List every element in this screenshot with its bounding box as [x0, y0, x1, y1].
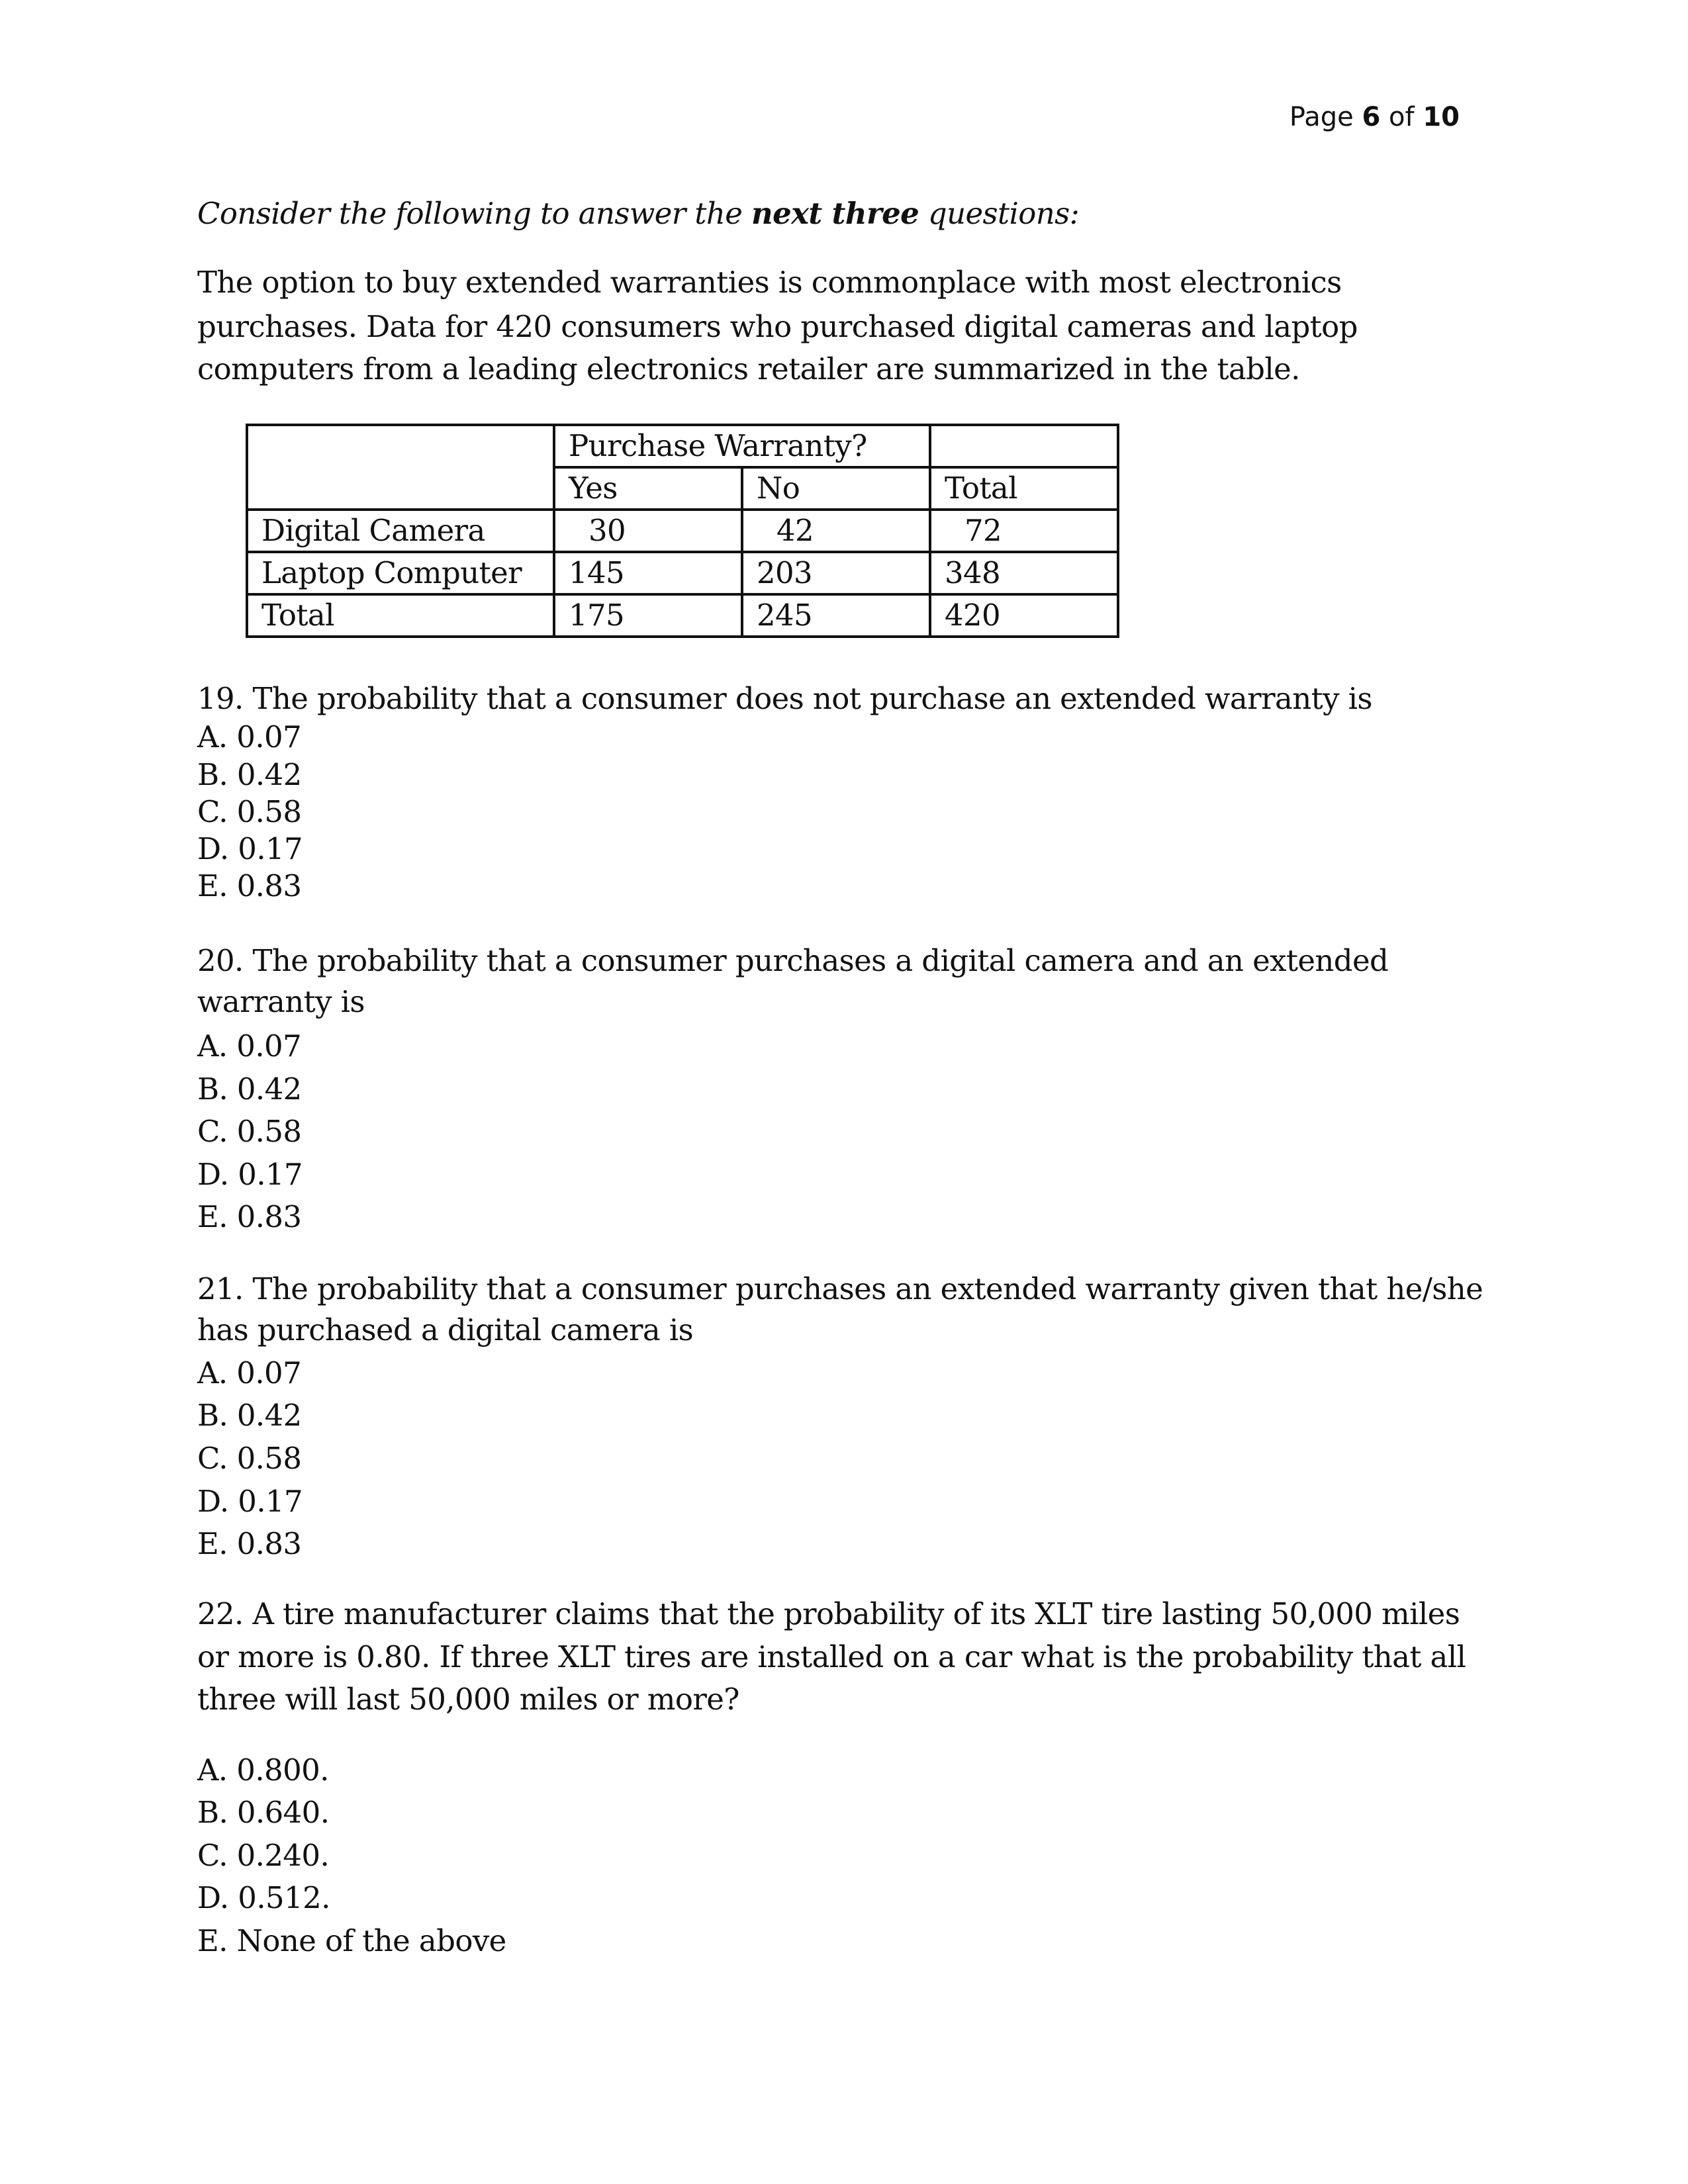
row-label: Total — [247, 594, 554, 637]
table-cell: 30 — [554, 510, 742, 552]
row-label: Laptop Computer — [247, 552, 554, 594]
question-19-text: 19. The probability that a consumer does not purchase an extended warranty is — [197, 681, 1372, 716]
question-20-option: C. 0.58 — [197, 1114, 302, 1149]
question-22-option: D. 0.512. — [197, 1880, 330, 1915]
question-22-option: B. 0.640. — [197, 1795, 330, 1830]
table-cell: 348 — [930, 552, 1118, 594]
question-21-text: has purchased a digital camera is — [197, 1312, 694, 1347]
question-22-option: E. None of the above — [197, 1923, 506, 1958]
question-20-option: D. 0.17 — [197, 1157, 303, 1192]
paragraph-line: purchases. Data for 420 consumers who purchased digital cameras and laptop — [197, 309, 1358, 344]
table-row — [247, 552, 1118, 594]
table-cell: 145 — [554, 552, 742, 594]
question-22-text: three will last 50,000 miles or more? — [197, 1682, 739, 1717]
intro-prefix: Consider the following to answer the — [197, 196, 743, 231]
row-label: Digital Camera — [247, 510, 554, 552]
intro-line — [197, 192, 1079, 236]
contingency-table — [246, 424, 1119, 638]
question-19-option: E. 0.83 — [197, 868, 302, 903]
table-header-row — [247, 425, 1118, 467]
paragraph-line: The option to buy extended warranties is commonplace with most electronics — [197, 265, 1342, 300]
question-21-text: 21. The probability that a consumer purchases an extended warranty given that he/she — [197, 1271, 1483, 1306]
table-cell: 420 — [930, 594, 1118, 637]
question-19-option: B. 0.42 — [197, 757, 302, 792]
question-21-option: E. 0.83 — [197, 1526, 302, 1561]
question-19-option: D. 0.17 — [197, 831, 303, 866]
total-pages: 10 — [1423, 102, 1460, 132]
question-21-option: A. 0.07 — [197, 1355, 302, 1390]
page-word: Page — [1289, 102, 1354, 132]
question-20-option: E. 0.83 — [197, 1199, 302, 1234]
header-cell: Yes — [554, 467, 742, 510]
table-cell: 175 — [554, 594, 742, 637]
question-21-option: C. 0.58 — [197, 1441, 302, 1476]
of-word: of — [1389, 102, 1415, 132]
intro-suffix: questions: — [927, 196, 1080, 231]
table-cell: 203 — [742, 552, 930, 594]
paragraph-line: computers from a leading electronics retailer are summarized in the table. — [197, 351, 1300, 387]
group-header-cell: Purchase Warranty? — [554, 425, 930, 467]
header-cell: Total — [930, 467, 1118, 510]
empty-corner-cell — [247, 425, 554, 510]
question-19-option: A. 0.07 — [197, 719, 302, 754]
question-22-option: C. 0.240. — [197, 1838, 330, 1873]
question-22-text: or more is 0.80. If three XLT tires are installed on a car what is the probability that all — [197, 1639, 1466, 1674]
table-cell: 42 — [742, 510, 930, 552]
question-22-text: 22. A tire manufacturer claims that the probability of its XLT tire lasting 50,000 miles — [197, 1596, 1460, 1631]
question-20-text: warranty is — [197, 984, 365, 1019]
question-21-option: B. 0.42 — [197, 1398, 302, 1433]
table-cell: 245 — [742, 594, 930, 637]
question-21-option: D. 0.17 — [197, 1484, 303, 1519]
table-row — [247, 594, 1118, 637]
empty-cell — [930, 425, 1118, 467]
current-page: 6 — [1362, 102, 1381, 132]
question-20-option: A. 0.07 — [197, 1028, 302, 1064]
question-20-text: 20. The probability that a consumer purchases a digital camera and an extended — [197, 943, 1389, 978]
question-20-option: B. 0.42 — [197, 1071, 302, 1107]
table-cell: 72 — [930, 510, 1118, 552]
question-19-option: C. 0.58 — [197, 794, 302, 829]
intro-bold: next three — [751, 196, 919, 231]
question-22-option: A. 0.800. — [197, 1752, 329, 1788]
page-number — [1289, 101, 1460, 134]
table-row — [247, 510, 1118, 552]
header-cell: No — [742, 467, 930, 510]
